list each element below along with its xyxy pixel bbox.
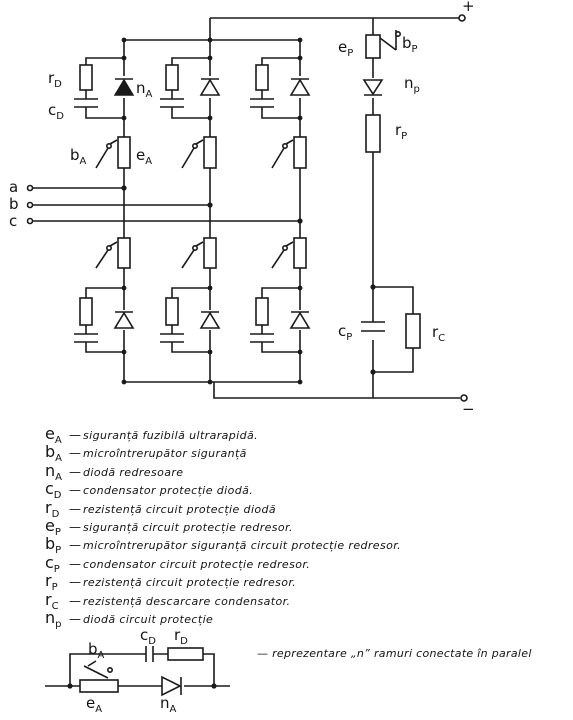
minus-terminal: −: [462, 400, 475, 418]
microswitch: [96, 242, 117, 268]
legend-row: [45, 497, 565, 520]
rectifier-diode: [115, 80, 133, 95]
label-rC: $r_C$: [432, 323, 446, 344]
mini-label-eA: $e_A$: [86, 694, 103, 715]
legend-symbol: $b_P$: [45, 534, 62, 557]
mini-label-bA: $b_A$: [88, 640, 105, 661]
positive-bus: [124, 0, 475, 40]
protection-capacitor: [361, 322, 385, 331]
snubber-resistor: [166, 298, 178, 325]
legend-symbol: $r_P$: [45, 571, 58, 594]
microswitch: [182, 140, 203, 168]
protection-fuse: [366, 35, 380, 58]
legend-text: condensator protecție diodă.: [83, 484, 254, 498]
snubber-capacitor: [250, 334, 274, 342]
mini-label-cD: $c_D$: [140, 626, 156, 647]
phase-b-label: b: [9, 195, 19, 213]
legend-symbol: $e_A$: [45, 424, 62, 447]
legend-dash: —: [69, 464, 81, 479]
protection-diode: [364, 80, 382, 94]
legend-symbol: $r_D$: [45, 497, 60, 520]
label-bA: $b_A$: [70, 146, 87, 167]
legend-text: siguranță circuit protecție redresor.: [83, 520, 293, 534]
fuse: [204, 238, 216, 268]
legend-symbol: $c_P$: [45, 552, 60, 575]
protection-resistor: [366, 115, 380, 152]
legend-symbol: $n_A$: [45, 460, 62, 483]
legend-row: [45, 479, 565, 502]
legend-row: [45, 442, 565, 465]
discharge-resistor: [406, 314, 420, 348]
legend-text: rezistență descarcare condensator.: [83, 594, 291, 608]
legend-text: condensator circuit protecție redresor.: [83, 557, 311, 571]
legend-dash: —: [69, 575, 81, 590]
legend-row: [45, 460, 565, 483]
phase-c-label: c: [9, 212, 18, 230]
legend-row: [45, 424, 565, 447]
mini-capacitor: [146, 646, 153, 662]
snubber-capacitor: [160, 99, 184, 107]
legend-dash: —: [69, 556, 81, 571]
snubber-capacitor: [74, 334, 98, 342]
legend-dash: —: [69, 519, 81, 534]
label-cP: $c_P$: [338, 322, 353, 343]
fuse: [294, 137, 306, 168]
microswitch: [272, 140, 293, 168]
snubber-capacitor: [160, 334, 184, 342]
microswitch: [272, 242, 293, 268]
rectifier-diode: [201, 313, 219, 328]
fuse: [118, 238, 130, 268]
snubber-resistor: [80, 65, 92, 90]
legend-row: [45, 552, 565, 575]
bridge-leg: [160, 38, 219, 385]
negative-bus: [126, 382, 475, 418]
microswitch: [96, 140, 117, 168]
mini-label-nA: $n_A$: [160, 694, 177, 715]
legend-symbol: $e_P$: [45, 515, 61, 539]
legend-dash: —: [69, 611, 81, 626]
ac-lines: [9, 178, 303, 230]
mini-label-rD: $r_D$: [174, 626, 188, 647]
phase-a-label: a: [9, 178, 19, 196]
legend-dash: —: [69, 446, 81, 461]
rectifier-diode: [291, 80, 309, 95]
mini-diode: [162, 677, 180, 695]
mini-microswitch: [84, 661, 108, 678]
legend-text: microîntrerupător siguranță: [83, 447, 247, 461]
legend-text: diodă redresoare: [83, 465, 184, 479]
snubber-capacitor: [250, 99, 274, 107]
legend-row: [45, 515, 565, 539]
label-cD: $c_D$: [48, 101, 64, 122]
legend-text: microîntrerupător siguranță circuit protecție redresor.: [83, 539, 402, 553]
legend-row: [45, 534, 565, 557]
rectifier-diode: [201, 80, 219, 95]
mini-resistor: [168, 648, 203, 660]
label-nA: $n_A$: [136, 79, 153, 100]
label-eP: $e_P$: [338, 38, 354, 59]
microswitch: [182, 242, 203, 268]
legend-text: siguranță fuzibilă ultrarapidă.: [83, 429, 259, 442]
rectifier-diode: [115, 313, 133, 328]
legend-dash: —: [69, 593, 81, 608]
bridge-legs: [74, 38, 309, 385]
legend-text: diodă circuit protecție: [83, 612, 214, 626]
legend-symbol: $c_D$: [45, 479, 62, 502]
mini-fuse: [80, 680, 118, 692]
legend-symbol: $b_A$: [45, 442, 62, 465]
legend-dash: —: [69, 538, 81, 553]
legend-dash: —: [69, 483, 81, 498]
plus-terminal: +: [462, 0, 475, 15]
parallel-note: — reprezentare „n” ramuri conectate în paralel: [257, 647, 532, 660]
label-eA: $e_A$: [136, 146, 153, 167]
snubber-resistor: [80, 298, 92, 325]
legend-text: rezistență circuit protecție redresor.: [83, 576, 297, 590]
legend-symbol: $n_p$: [45, 607, 62, 631]
legend-row: [45, 607, 565, 631]
bridge-leg: [250, 38, 309, 385]
snubber-resistor: [166, 65, 178, 90]
label-nP: $n_p$: [404, 74, 420, 95]
legend-text: rezistență circuit protecție diodă: [83, 502, 277, 516]
snubber-resistor: [256, 298, 268, 325]
rectifier-diode: [291, 313, 309, 328]
fuse: [118, 137, 130, 168]
bridge-leg: [74, 38, 133, 385]
fuse: [204, 137, 216, 168]
parallel-representation: [45, 626, 230, 715]
legend-symbol: $r_C$: [45, 589, 59, 612]
protection-branch: [338, 18, 445, 398]
legend: [45, 424, 565, 631]
legend-dash: —: [69, 501, 81, 516]
label-rP: $r_P$: [395, 121, 408, 142]
snubber-capacitor: [74, 99, 98, 107]
label-rD: $r_D$: [48, 69, 62, 90]
legend-row: [45, 589, 565, 612]
fuse: [294, 238, 306, 268]
protection-microswitch: [380, 30, 396, 50]
legend-dash: —: [69, 428, 81, 442]
label-bP: $b_P$: [402, 34, 418, 55]
legend-row: [45, 571, 565, 594]
snubber-resistor: [256, 65, 268, 90]
